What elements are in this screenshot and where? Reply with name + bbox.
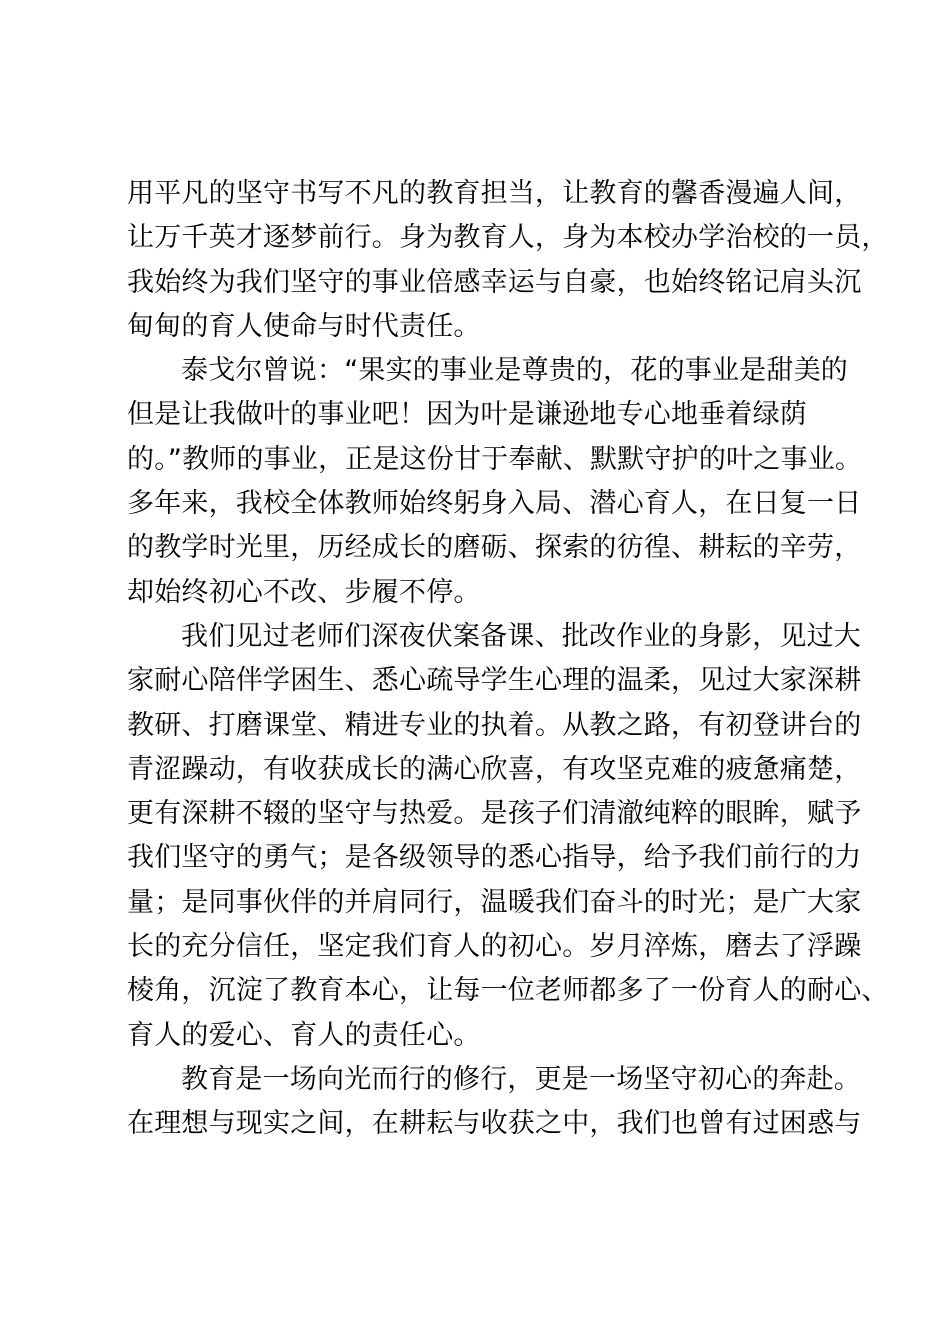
text-line: 的教学时光里，历经成长的磨砺、探索的彷徨、耕耘的辛劳， (127, 532, 862, 564)
text-line: 我们坚守的勇气；是各级领导的悉心指导，给予我们前行的力 (127, 842, 862, 874)
text-line: 长的充分信任，坚定我们育人的初心。岁月淬炼，磨去了浮躁 (127, 931, 862, 963)
text-line: 教研、打磨课堂、精进专业的执着。从教之路，有初登讲台的 (127, 709, 862, 741)
text-line: 更有深耕不辍的坚守与热爱。是孩子们清澈纯粹的眼眸，赋予 (127, 798, 862, 830)
document-body (127, 172, 889, 1147)
text-line: 我始终为我们坚守的事业倍感幸运与自豪，也始终铭记肩头沉 (127, 266, 862, 298)
paragraph-3 (127, 615, 889, 1058)
text-line: 多年来，我校全体教师始终躬身入局、潜心育人，在日复一日 (127, 488, 862, 520)
text-line: 却始终初心不改、步履不停。 (127, 576, 481, 608)
text-line: 量；是同事伙伴的并肩同行，温暖我们奋斗的时光；是广大家 (127, 886, 862, 918)
text-line: 让万千英才逐梦前行。身为教育人，身为本校办学治校的一员， (127, 222, 889, 254)
text-line: 教育是一场向光而行的修行，更是一场坚守初心的奔赴。 (181, 1063, 861, 1095)
text-line: 我们见过老师们深夜伏案备课、批改作业的身影，见过大 (181, 620, 861, 652)
text-line: 甸甸的育人使命与时代责任。 (127, 310, 481, 342)
paragraph-4 (127, 1058, 862, 1147)
paragraph-1 (127, 172, 889, 349)
text-line: 育人的爱心、育人的责任心。 (127, 1019, 481, 1051)
text-line: 的。”教师的事业，正是这份甘于奉献、默默守护的叶之事业。 (127, 443, 863, 475)
text-line: 用平凡的坚守书写不凡的教育担当，让教育的馨香漫遍人间， (127, 178, 862, 209)
text-line: 泰戈尔曾说：“果实的事业是尊贵的，花的事业是甜美的 (181, 355, 848, 387)
text-line: 家耐心陪伴学困生、悉心疏导学生心理的温柔，见过大家深耕 (127, 665, 862, 697)
text-line: 青涩躁动，有收获成长的满心欣喜，有攻坚克难的疲惫痛楚， (127, 753, 862, 785)
text-line: 但是让我做叶的事业吧！因为叶是谦逊地专心地垂着绿荫 (127, 399, 807, 431)
text-line: 在理想与现实之间，在耕耘与收获之中，我们也曾有过困惑与 (127, 1108, 862, 1140)
text-line: 棱角，沉淀了教育本心，让每一位老师都多了一份育人的耐心、 (127, 975, 889, 1007)
paragraph-2 (127, 349, 863, 615)
